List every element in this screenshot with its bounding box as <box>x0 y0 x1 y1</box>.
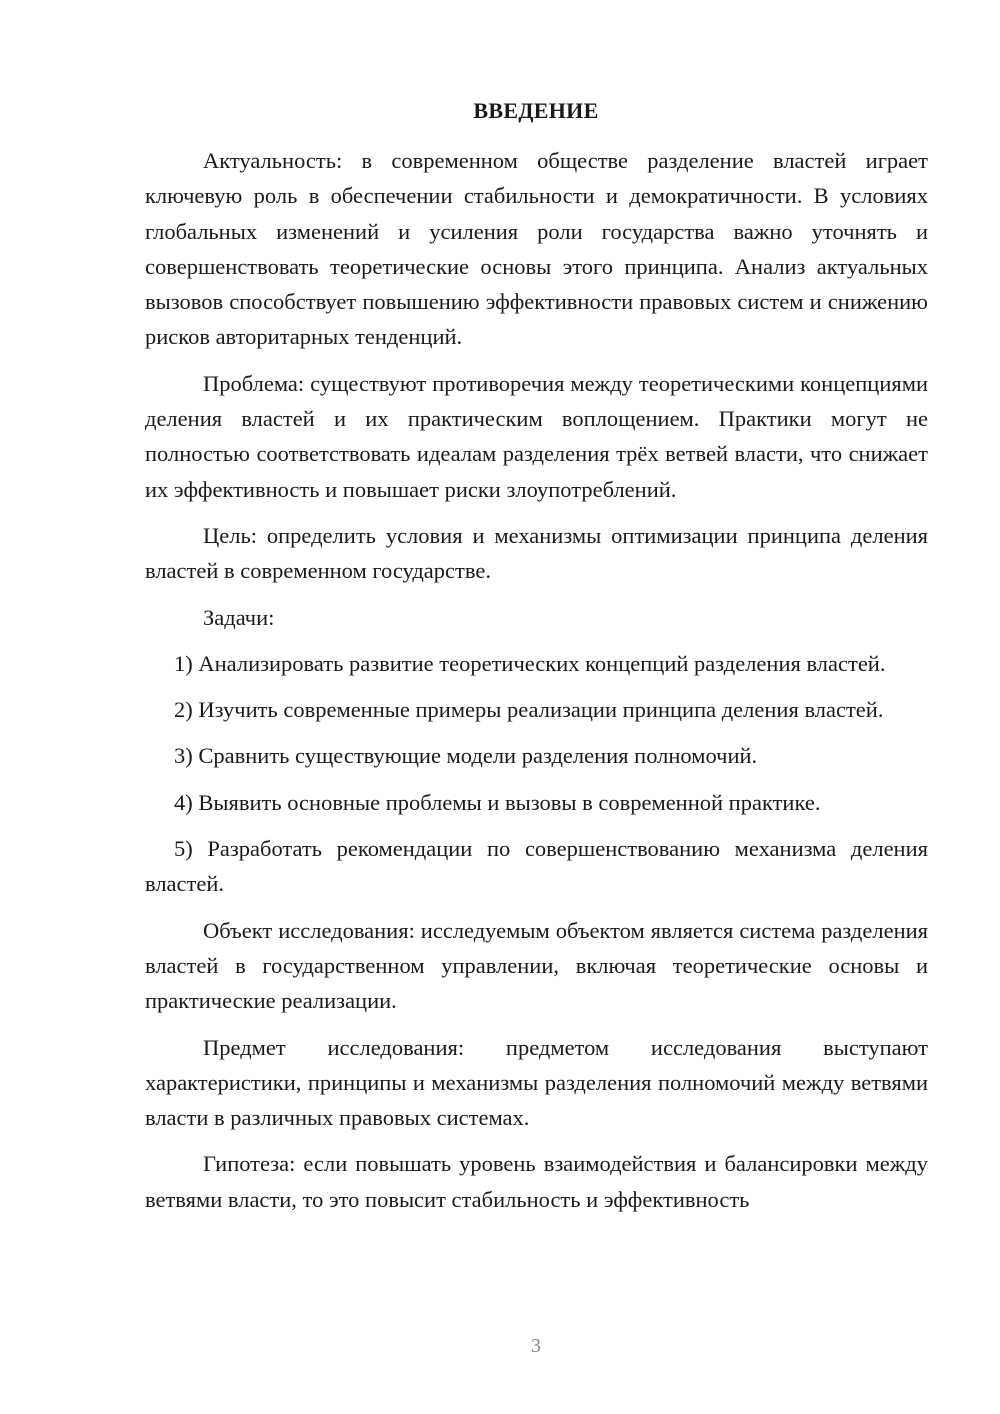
document-body <box>145 143 928 1217</box>
paragraph-tasks-heading: Задачи: <box>203 604 275 630</box>
task-list-item: 5) Разработать рекомендации по совершенствованию механизма деления властей. <box>145 836 928 897</box>
task-list-item: 3) Сравнить существующие модели разделения полномочий. <box>174 743 758 769</box>
paragraph-goal: Цель: определить условия и механизмы оптимизации принципа деления властей в современном государстве. <box>145 522 928 584</box>
paragraph-subject: Предмет исследования: предметом исследования выступают характеристики, принципы и механизмы разделения полномочий между ветвями власти в различных правовых системах. <box>145 1034 928 1131</box>
paragraph-hypothesis: Гипотеза: если повышать уровень взаимодействия и балансировки между ветвями власти, то это повысит стабильность и эффективность <box>145 1151 928 1212</box>
page-title: ВВЕДЕНИЕ <box>473 98 599 123</box>
task-list-item: 2) Изучить современные примеры реализации принципа деления властей. <box>174 697 884 723</box>
page-number: 3 <box>531 1335 541 1357</box>
task-list-item: 4) Выявить основные проблемы и вызовы в современной практике. <box>174 789 821 815</box>
task-list-item: 1) Анализировать развитие теоретических концепций разделения властей. <box>174 650 886 676</box>
paragraph-object: Объект исследования: исследуемым объектом является система разделения властей в государственном управлении, включая теоретические основы и практические реализации. <box>145 917 928 1014</box>
paragraph-problem: Проблема: существуют противоречия между теоретическими концепциями деления властей и их практическим воплощением. Практики могут не полностью соответствовать идеалам разделения трёх ветвей власти, что снижает их эффективность и повышает риски злоупотреблений. <box>145 370 928 502</box>
paragraph-relevance: Актуальность: в современном обществе разделение властей играет ключевую роль в обеспечении стабильности и демократичности. В условиях глобальных изменений и усиления роли государства важно уточнять и совершенствовать теоретические основы этого принципа. Анализ актуальных вызовов способствует повышению эффективности правовых систем и снижению рисков авторитарных тенденций. <box>145 148 928 350</box>
